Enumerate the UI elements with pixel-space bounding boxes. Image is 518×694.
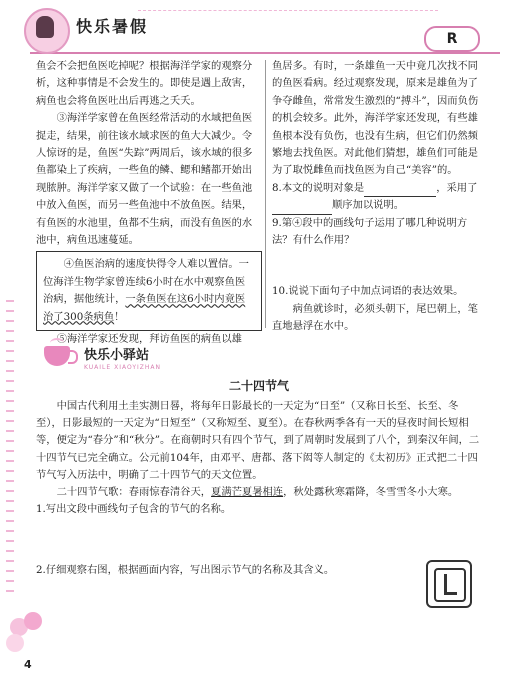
- teacup-icon: [44, 346, 70, 366]
- answer-blank[interactable]: [272, 202, 332, 215]
- paragraph-text: ，秋处露秋寒霜降，冬雪雪冬小大寒。: [283, 486, 459, 499]
- seal-glyph: [444, 574, 457, 595]
- answer-space[interactable]: [36, 518, 482, 562]
- page-header: [0, 0, 518, 60]
- edition-badge: R: [424, 26, 480, 52]
- paragraph: 中国古代利用土圭实测日晷，将每年日影最长的一天定为“日至”（又称日长至、长至、冬至），日影最短的一天定为“日短至”（又称短至、夏至）。在春秋两季各有一天的昼夜时间长短相等，便定为“春分”和“秋分”。在商朝时只有四个节气，到了周朝时发展到了八个，到秦汉年间，二十四节气已完全确立。公元前104年，由邓平、唐都、落下闳等人制定的《太初历》正式把二十四节气写入历法中，明确了二十四节气的天文位置。: [36, 400, 480, 481]
- seal-image: [426, 560, 472, 608]
- paragraph: ⑤海洋学家还发现，拜访鱼医的病鱼以雄: [56, 333, 242, 346]
- underlined-sentence: 夏满芒夏暑相连: [211, 486, 284, 499]
- corner-decoration: [4, 612, 64, 692]
- paragraph: 鱼居多。有时，一条雄鱼一天中竟几次找不同的鱼医看病。经过观察发现，原来是雄鱼为了争夺雌鱼，常常发生激烈的“搏斗”，因而负伤的机会较多。此外，海洋学家还发现，有些雄鱼根本没有负伤，也没有生病，但它们仍然频繁地去找鱼医。对此他们猜想，雄鱼们可能是为了取悦雌鱼而找鱼医为自己“美容”的。: [272, 60, 479, 177]
- boxed-paragraph: [36, 251, 262, 331]
- flower-petal: [6, 634, 24, 652]
- paragraph: [43, 256, 255, 326]
- paragraph-text: 二十四节气歌：春雨惊春清谷天，: [56, 486, 212, 499]
- question-2: 2.仔细观察右图，根据画面内容，写出图示节气的名称及其含义。: [36, 564, 335, 577]
- underlined-sentence: 一条鱼医在这6小时内竟医治了300条病鱼: [43, 293, 246, 323]
- paragraph: 鱼会不会把鱼医吃掉呢？根据海洋学家的观察分析，这种事情是不会发生的。即使是遇上敌害，病鱼也会将鱼医吐出后再逃之夭夭。: [36, 60, 253, 107]
- question-8-cont: [272, 197, 480, 214]
- answer-blank[interactable]: [364, 184, 436, 197]
- paragraph: [36, 484, 482, 501]
- header-decoration: [138, 10, 438, 31]
- column-divider: [265, 60, 266, 328]
- question-10: 10.说说下面句子中加点词语的表达效果。: [272, 285, 464, 298]
- flower-petal: [24, 612, 42, 630]
- page-number: 4: [24, 658, 32, 671]
- question-text: 8.本文的说明对象是: [272, 181, 365, 194]
- question-9: 9.第④段中的画线句子运用了哪几种说明方法？有什么作用？: [272, 216, 468, 247]
- teacup-handle: [68, 350, 78, 364]
- side-decoration: [6, 300, 14, 600]
- paragraph-text: ！: [114, 310, 125, 323]
- quoted-sentence: 病鱼就诊时，必须头朝下，尾巴朝上，笔直地悬浮在水中。: [272, 302, 478, 333]
- question-8: [272, 180, 480, 197]
- question-text: ，采用了: [436, 181, 478, 194]
- section-logo: [44, 342, 204, 382]
- girl-icon: [36, 16, 54, 38]
- section-subtitle: KUAILE XIAOYIZHAN: [84, 364, 162, 371]
- question-1: 1.写出文段中画线句子包含的节气的名称。: [36, 503, 232, 516]
- paragraph-text: ④鱼医治病的速度快得令人难以置信。一位海洋生物学家曾连续6小时在水中观察鱼医治病，据他统计，: [43, 258, 249, 306]
- section-title: 快乐小驿站: [84, 348, 150, 363]
- question-text: 顺序加以说明。: [332, 199, 405, 212]
- answer-space[interactable]: [272, 249, 480, 283]
- brand-title: 快乐暑假: [76, 17, 149, 36]
- right-column: [272, 58, 480, 336]
- left-column: [36, 58, 262, 349]
- article-title: 二十四节气: [228, 379, 289, 393]
- paragraph: ③海洋学家曾在鱼医经常活动的水域把鱼医捉走，结果，前往该水域求医的鱼大大减少。令人惊讶的是，鱼医“失踪”两周后，该水域的很多鱼都染上了疾病，一些鱼的鳞、鳃和鳍都开始出现脓肿。海洋学家又做了一个试验：在一些鱼池中放入鱼医，而另一些鱼池中不放鱼医。结果，有鱼医的水池里，鱼都不生病，而没有鱼医的水池中，病鱼迅速蔓延。: [36, 112, 253, 247]
- article-body: [36, 398, 482, 580]
